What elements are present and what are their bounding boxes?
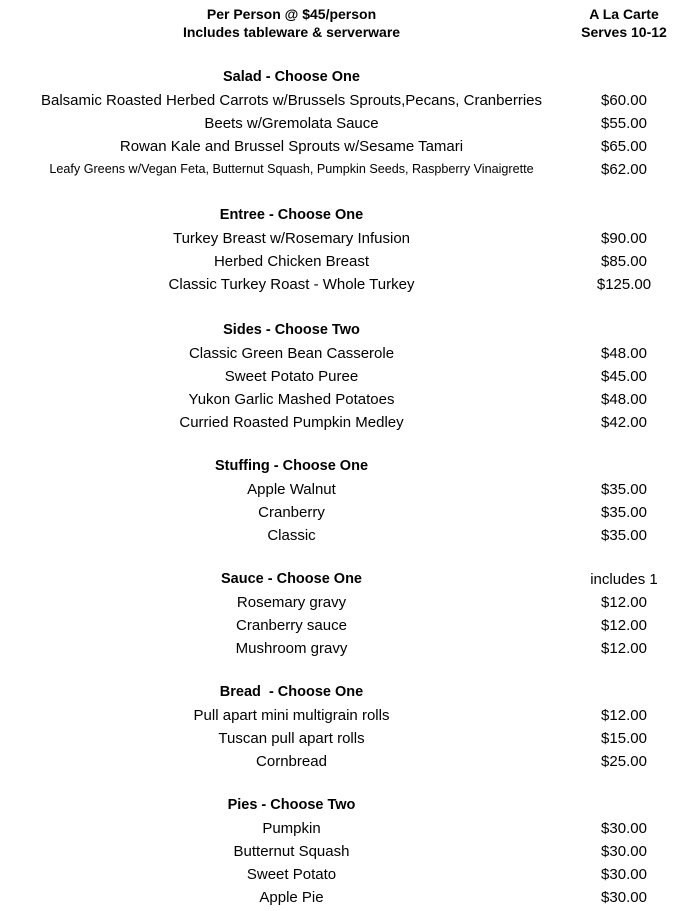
- item-name: Curried Roasted Pumpkin Medley: [179, 414, 404, 431]
- item-price: $30.00: [601, 889, 647, 906]
- a-la-carte-header: [560, 5, 683, 41]
- item-price: $30.00: [601, 820, 647, 837]
- item-price: $12.00: [601, 617, 647, 634]
- item-price: $35.00: [601, 481, 647, 498]
- item-name: Leafy Greens w/Vegan Feta, Butternut Squash, Pumpkin Seeds, Raspberry Vinaigrette: [49, 162, 534, 176]
- item-price: $30.00: [601, 866, 647, 883]
- item-name: Tuscan pull apart rolls: [218, 730, 365, 747]
- section-header-pies: [0, 794, 683, 817]
- menu-item: [0, 501, 683, 524]
- menu-item: [0, 158, 683, 181]
- item-price: $30.00: [601, 843, 647, 860]
- menu-item: [0, 704, 683, 727]
- section-header-sauce: [0, 568, 683, 591]
- section-title: Stuffing - Choose One: [214, 458, 369, 474]
- menu-item: [0, 135, 683, 158]
- serves-label: Serves 10-12: [581, 24, 667, 40]
- menu-item: [0, 411, 683, 434]
- menu-item: [0, 112, 683, 135]
- menu-item: [0, 727, 683, 750]
- item-price: $62.00: [601, 161, 647, 178]
- per-person-header: [0, 5, 583, 41]
- item-price: $45.00: [601, 368, 647, 385]
- item-name: Cranberry sauce: [236, 617, 347, 634]
- menu-item: [0, 750, 683, 773]
- item-name: Classic Green Bean Casserole: [188, 345, 395, 362]
- item-price: $42.00: [601, 414, 647, 431]
- item-price: $12.00: [601, 594, 647, 611]
- item-name: Beets w/Gremolata Sauce: [204, 115, 379, 132]
- item-price: $48.00: [601, 345, 647, 362]
- item-price: $125.00: [596, 276, 652, 293]
- menu-item: [0, 388, 683, 411]
- item-name: Sweet Potato: [246, 866, 337, 883]
- item-name: Balsamic Roasted Herbed Carrots w/Brussels Sprouts,Pecans, Cranberries: [40, 92, 543, 109]
- menu-item: [0, 478, 683, 501]
- a-la-carte-label: A La Carte: [589, 6, 659, 22]
- item-name: Apple Pie: [259, 889, 324, 906]
- section-title: Entree - Choose One: [219, 207, 364, 223]
- item-name: Pumpkin: [262, 820, 321, 837]
- item-name: Cranberry: [258, 504, 325, 521]
- menu-item: [0, 886, 683, 909]
- section-title: Salad - Choose One: [223, 69, 360, 85]
- section-title: Pies - Choose Two: [227, 797, 356, 813]
- menu-item: [0, 817, 683, 840]
- item-name: Apple Walnut: [247, 481, 336, 498]
- item-price: $65.00: [601, 138, 647, 155]
- item-name: Classic: [267, 527, 316, 544]
- item-name: Butternut Squash: [233, 843, 350, 860]
- item-name: Rosemary gravy: [236, 594, 347, 611]
- item-name: Classic Turkey Roast - Whole Turkey: [168, 276, 415, 293]
- section-title: Sauce - Choose One: [220, 571, 362, 587]
- item-name: Yukon Garlic Mashed Potatoes: [188, 391, 395, 408]
- menu-item: [0, 89, 683, 112]
- menu-item: [0, 863, 683, 886]
- menu-item: [0, 840, 683, 863]
- menu-item: [0, 614, 683, 637]
- menu-item: [0, 273, 683, 296]
- item-price: $85.00: [601, 253, 647, 270]
- item-name: Cornbread: [256, 753, 327, 770]
- menu-item: [0, 342, 683, 365]
- item-price: $15.00: [601, 730, 647, 747]
- item-name: Mushroom gravy: [235, 640, 348, 657]
- menu-item: [0, 591, 683, 614]
- item-price: $12.00: [601, 707, 647, 724]
- item-name: Rowan Kale and Brussel Sprouts w/Sesame Tamari: [119, 138, 464, 155]
- item-name: Herbed Chicken Breast: [213, 253, 370, 270]
- section-header-stuffing: [0, 455, 683, 478]
- per-person-price: Per Person @ $45/person: [206, 6, 377, 22]
- item-price: $55.00: [601, 115, 647, 132]
- item-name: Turkey Breast w/Rosemary Infusion: [172, 230, 411, 247]
- section-title: Sides - Choose Two: [223, 322, 360, 338]
- menu-item: [0, 637, 683, 660]
- item-price: $25.00: [601, 753, 647, 770]
- item-price: $60.00: [601, 92, 647, 109]
- section-note: includes 1: [590, 571, 658, 588]
- item-price: $35.00: [601, 527, 647, 544]
- menu-item: [0, 227, 683, 250]
- item-name: Sweet Potato Puree: [224, 368, 359, 385]
- section-header-entree: [0, 204, 683, 227]
- per-person-includes: Includes tableware & serverware: [182, 24, 401, 40]
- item-name: Pull apart mini multigrain rolls: [193, 707, 390, 724]
- menu-item: [0, 524, 683, 547]
- item-price: $12.00: [601, 640, 647, 657]
- section-title: Bread - Choose One: [219, 684, 364, 700]
- section-header-sides: [0, 319, 683, 342]
- menu-item: [0, 365, 683, 388]
- item-price: $48.00: [601, 391, 647, 408]
- section-header-bread: [0, 681, 683, 704]
- section-header-salad: [0, 66, 683, 89]
- item-price: $90.00: [601, 230, 647, 247]
- item-price: $35.00: [601, 504, 647, 521]
- menu-item: [0, 250, 683, 273]
